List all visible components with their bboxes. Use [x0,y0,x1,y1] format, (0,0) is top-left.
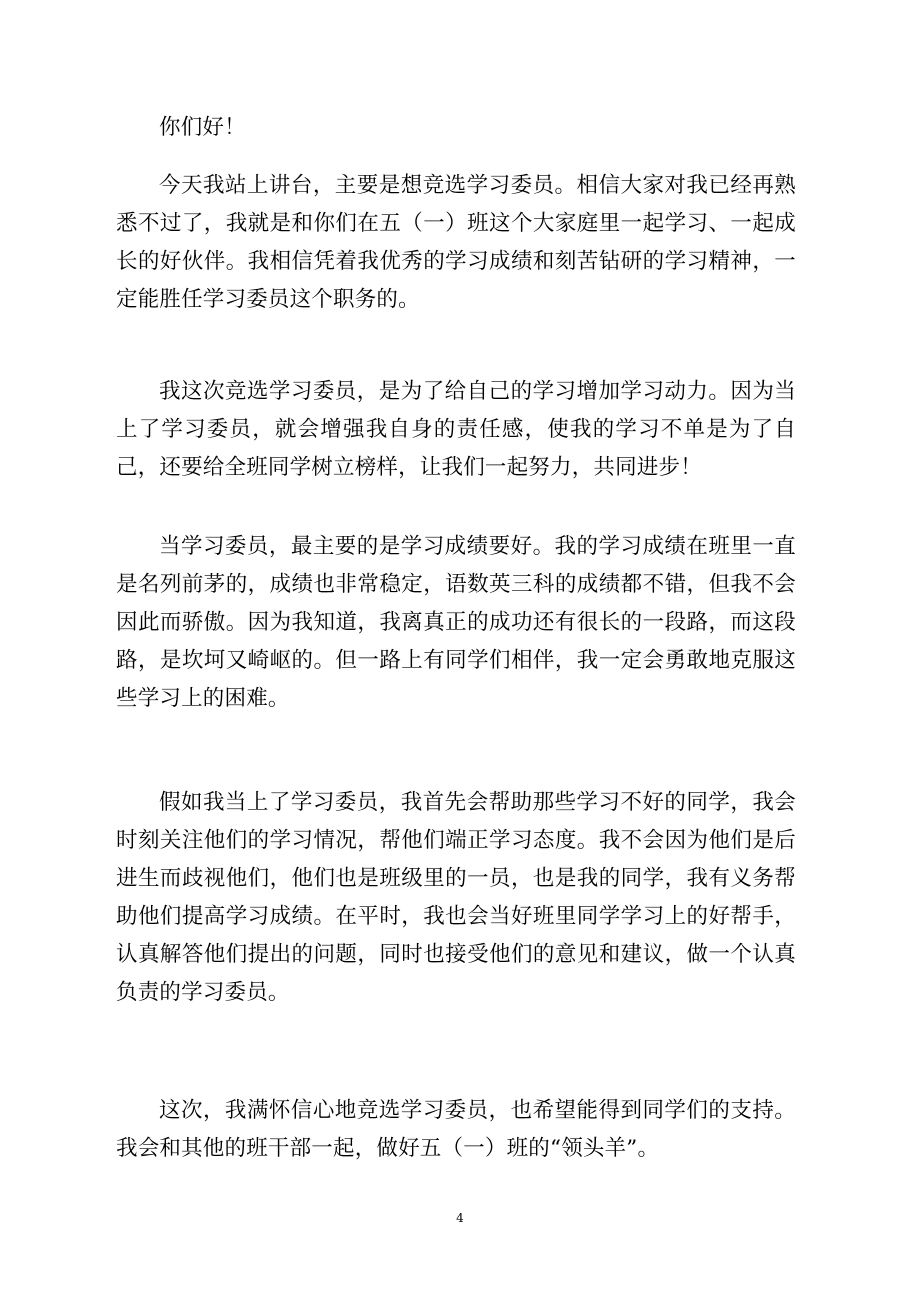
paragraph-intro: 今天我站上讲台，主要是想竞选学习委员。相信大家对我已经再熟悉不过了，我就是和你们在五（一）班这个大家庭里一起学习、一起成长的好伙伴。我相信凭着我优秀的学习成绩和刻苦钻研的学习精神，一定能胜任学习委员这个职务的。 [116,173,796,312]
paragraph-plans: 假如我当上了学习委员，我首先会帮助那些学习不好的同学，我会时刻关注他们的学习情况，帮他们端正学习态度。我不会因为他们是后进生而歧视他们，他们也是班级里的一员，也是我的同学，我有义务帮助他们提高学习成绩。在平时，我也会当好班里同学学习上的好帮手，认真解答他们提出的问题，同时也接受他们的意见和建议，做一个认真负责的学习委员。 [116,790,796,1005]
page-number: 4 [456,1211,464,1225]
paragraph-motivation: 我这次竞选学习委员，是为了给自己的学习增加学习动力。因为当上了学习委员，就会增强我自身的责任感，使我的学习不单是为了自己，还要给全班同学树立榜样，让我们一起努力，共同进步！ [116,379,796,480]
paragraph-closing: 这次，我满怀信心地竞选学习委员，也希望能得到同学们的支持。我会和其他的班干部一起，做好五（一）班的“领头羊”。 [116,1098,796,1161]
paragraph-greeting: 你们好！ [159,115,246,140]
paragraph-grades: 当学习委员，最主要的是学习成绩要好。我的学习成绩在班里一直是名列前茅的，成绩也非常稳定，语数英三科的成绩都不错，但我不会因此而骄傲。因为我知道，我离真正的成功还有很长的一段路，而这段路，是坎坷又崎岖的。但一路上有同学们相伴，我一定会勇敢地克服这些学习上的困难。 [116,534,796,711]
